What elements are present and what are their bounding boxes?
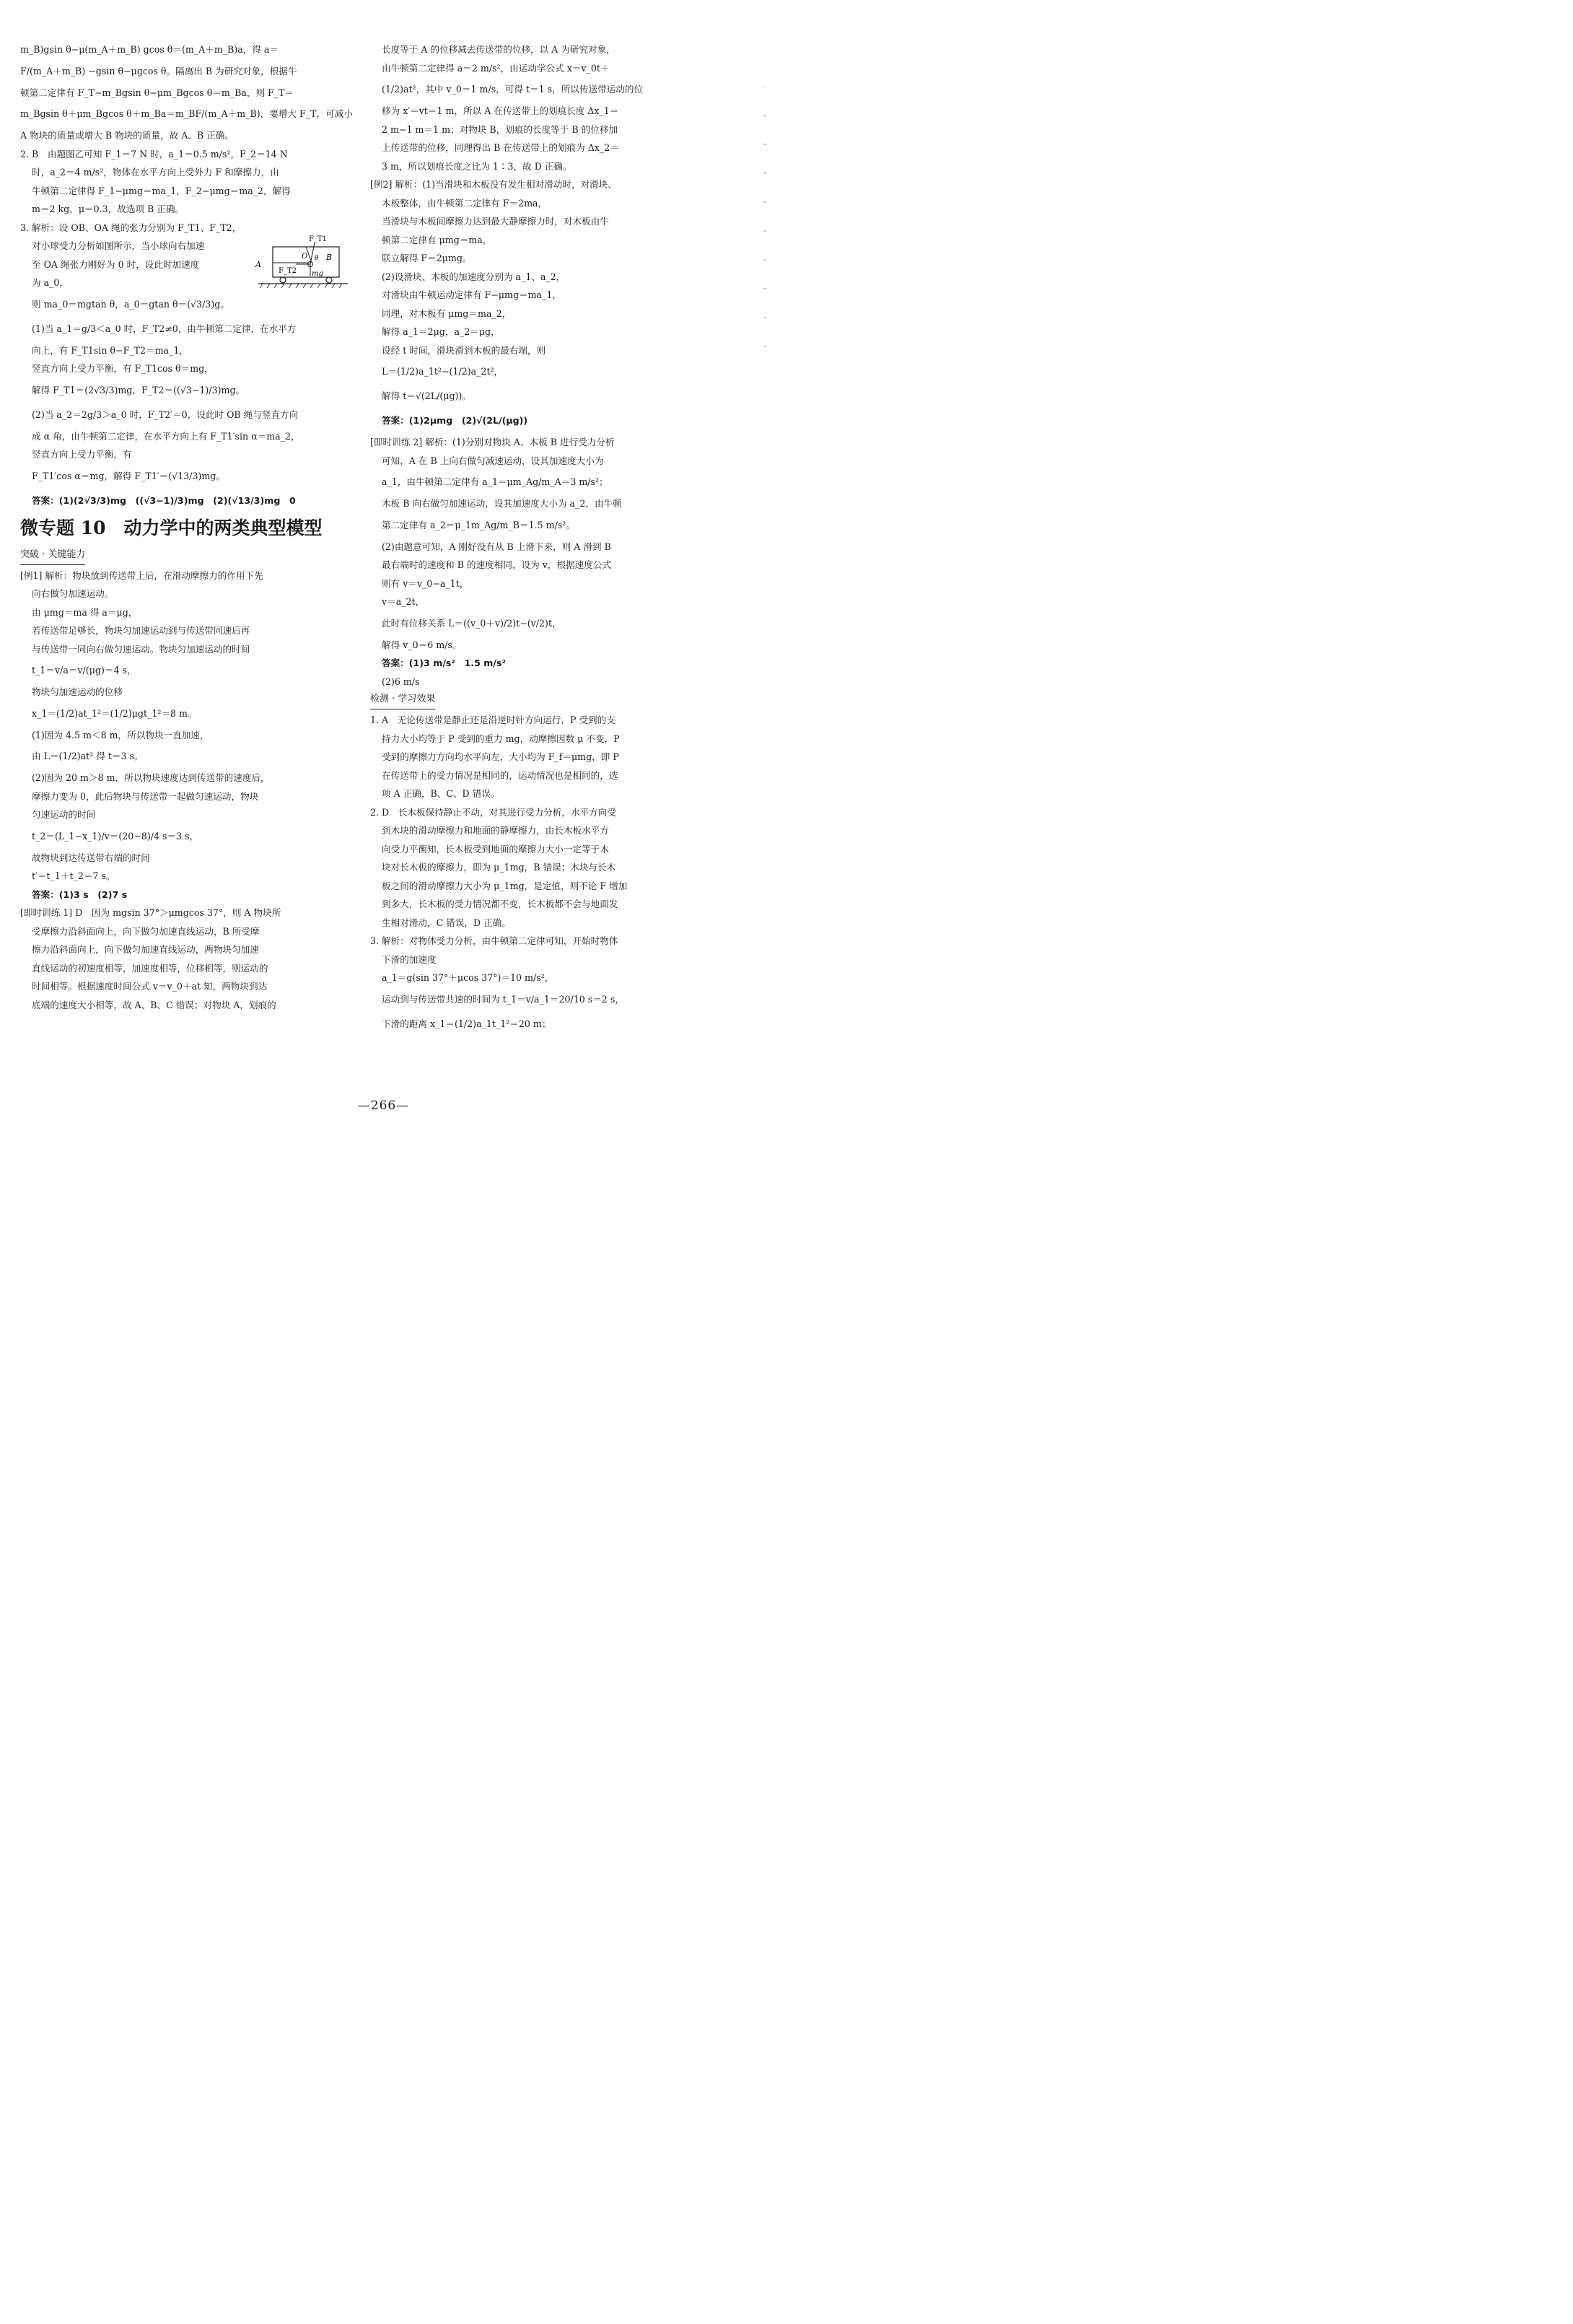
text-line: m_Bgsin θ＋μm_Bgcos θ＋m_Ba＝m_BF/(m_A＋m_B)，要增大 F_T，可减小 xyxy=(20,108,353,119)
label-a: A xyxy=(255,260,261,269)
text-line: 向上，有 F_T1sin θ−F_T2＝ma_1， xyxy=(32,344,188,356)
text-line: 由 μmg＝ma 得 a＝μg， xyxy=(32,606,138,618)
text-line: 持力大小均等于 P 受到的重力 mg，动摩擦因数 μ 不变，P xyxy=(382,733,620,744)
text-line: 最右端时的速度和 B 的速度相同，设为 v，根据速度公式 xyxy=(382,559,612,570)
text-line: 生相对滑动，C 错误，D 正确。 xyxy=(382,917,511,928)
text-line: 到木块的滑动摩擦力和地面的静摩擦力，由长木板水平方 xyxy=(382,825,609,836)
text-line: 当滑块与木板间摩擦力达到最大静摩擦力时，对木板由牛 xyxy=(382,216,609,227)
text-line: 对小球受力分析如图所示，当小球向右加速 xyxy=(32,240,205,251)
text-line: (2)6 m/s xyxy=(382,676,420,687)
text-line: 时，a_2＝4 m/s²，物体在水平方向上受外力 F 和摩擦力，由 xyxy=(32,167,279,178)
cart-wheel-left xyxy=(280,277,286,283)
text-line: (2)因为 20 m＞8 m，所以物块速度达到传送带的速度后， xyxy=(32,772,270,783)
section-tag: 检测 · 学习效果 xyxy=(370,691,435,709)
text-line: 由 L＝(1/2)at² 得 t＝3 s。 xyxy=(32,751,144,761)
text-line: 解得 F_T1＝(2√3/3)mg，F_T2＝((√3−1)/3)mg。 xyxy=(32,384,245,396)
example-1-title: [例1] 解析：物块放到传送带上后，在滑动摩擦力的作用下先 xyxy=(20,569,263,581)
text-line: t′＝t_1＋t_2＝7 s。 xyxy=(32,870,115,881)
answer-item-3: 3. 解析：设 OB、OA 绳的张力分别为 F_T1、F_T2， xyxy=(20,222,242,233)
force-diagram-figure xyxy=(254,232,352,292)
text-line: 第二定律有 a_2＝μ_1m_Ag/m_B＝1.5 m/s²。 xyxy=(382,519,575,530)
text-line: 向受力平衡知，长木板受到地面的摩擦力大小一定等于木 xyxy=(382,843,609,855)
text-line: 摩擦力变为 0，此后物块与传送带一起做匀速运动，物块 xyxy=(32,790,259,802)
ground-hatching xyxy=(260,284,342,288)
text-line: 顿第二定律有 F_T−m_Bgsin θ−μm_Bgcos θ＝m_Ba，则 F_T＝ xyxy=(20,87,294,98)
label-o: O xyxy=(302,253,308,261)
text-line: 故物块到达传送带右端的时间 xyxy=(32,852,150,863)
text-line: 木板整体，由牛顿第二定律有 F＝2ma， xyxy=(382,197,548,209)
text-line: m_B)gsin θ−μ(m_A＋m_B) gcos θ＝(m_A＋m_B)a，得 a＝ xyxy=(20,44,279,55)
practice-2-title: [即时训练 2] 解析：(1)分别对物块 A、木板 B 进行受力分析 xyxy=(370,437,615,447)
text-line: 运动到与传送带共速的时间为 t_1＝v/a_1＝20/10 s＝2 s， xyxy=(382,993,624,1005)
text-line: x_1＝(1/2)at_1²＝(1/2)μgt_1²＝8 m。 xyxy=(32,707,197,719)
text-line: 竖直方向上受力平衡，有 F_T1cos θ＝mg， xyxy=(32,363,214,374)
text-line: 为 a_0， xyxy=(32,277,69,288)
text-line: 块对长木板的摩擦力，即为 μ_1mg，B 错误；木块与长木 xyxy=(382,862,616,873)
text-line: 至 OA 绳张力刚好为 0 时，设此时加速度 xyxy=(32,258,200,270)
text-line: t_2＝(L_1−x_1)/v＝(20−8)/4 s＝3 s， xyxy=(32,830,199,842)
text-line: 联立解得 F＝2μmg。 xyxy=(382,253,472,263)
answer-line: 答案：(1)3 m/s² 1.5 m/s² xyxy=(382,658,506,668)
text-line: 擦力沿斜面向上，向下做匀加速直线运动，两物块匀加速 xyxy=(32,944,259,955)
text-line: (1)因为 4.5 m＜8 m，所以物块一直加速， xyxy=(32,729,209,741)
text-line: a_1，由牛顿第二定律有 a_1＝μm_Ag/m_A＝3 m/s²； xyxy=(382,476,608,487)
text-line: 对滑块由牛顿运动定律有 F−μmg＝ma_1， xyxy=(382,289,561,300)
text-line: (2)设滑块、木板的加速度分别为 a_1、a_2， xyxy=(382,271,566,282)
text-line: t_1＝v/a＝v/(μg)＝4 s， xyxy=(32,665,136,676)
text-line: 与传送带一同向右做匀速运动。物块匀加速运动的时间 xyxy=(32,643,250,655)
text-line: 项 A 正确，B、C、D 错误。 xyxy=(382,788,500,799)
text-line: 牛顿第二定律得 F_1−μmg＝ma_1，F_2−μmg＝ma_2，解得 xyxy=(32,185,291,196)
label-ft2: F_T2 xyxy=(279,267,297,275)
text-line: v＝a_2t， xyxy=(382,596,425,607)
text-line: 物块匀加速运动的位移 xyxy=(32,686,123,697)
label-theta: θ xyxy=(315,255,319,262)
text-line: 若传送带足够长，物块匀加速运动到与传送带同速后再 xyxy=(32,625,250,636)
text-line: 移为 x′＝vt＝1 m，所以 A 在传送带上的划痕长度 Δx_1＝ xyxy=(382,105,619,116)
text-line: 3 m，所以划痕长度之比为 1∶3，故 D 正确。 xyxy=(382,160,572,172)
text-line: 在传送带上的受力情况是相同的，运动情况也是相同的，选 xyxy=(382,769,618,781)
text-line: 则 ma_0＝mgtan θ，a_0＝gtan θ＝(√3/3)g。 xyxy=(32,298,229,310)
text-line: 向右做匀加速运动。 xyxy=(32,588,114,599)
text-line: 直线运动的初速度相等，加速度相等，位移相等，则运动的 xyxy=(32,962,268,974)
answer-item-2: 2. D 长木板保持静止不动，对其进行受力分析，水平方向受 xyxy=(370,806,616,818)
text-line: 成 α 角，由牛顿第二定律，在水平方向上有 F_T1′sin α＝ma_2， xyxy=(32,430,300,442)
answer-line: 答案：(1)3 s (2)7 s xyxy=(32,888,128,900)
text-line: (2)由题意可知，A 刚好没有从 B 上滑下来，则 A 滑到 B xyxy=(382,541,611,552)
answer-item-2: 2. B 由题图乙可知 F_1＝7 N 时，a_1＝0.5 m/s²，F_2＝14 N xyxy=(20,148,288,160)
text-line: m＝2 kg，μ＝0.3，故选项 B 正确。 xyxy=(32,204,185,214)
text-line: 木板 B 向右做匀加速运动，设其加速度大小为 a_2，由牛顿 xyxy=(382,498,622,509)
text-line: (1)当 a_1＝g/3＜a_0 时，F_T2≠0，由牛顿第二定律，在水平方 xyxy=(32,323,297,334)
page-number: —266— xyxy=(357,1098,410,1113)
example-2-title: [例2] 解析：(1)当滑块和木板没有发生相对滑动时，对滑块、 xyxy=(370,179,617,190)
text-line: 板之间的滑动摩擦力大小为 μ_1mg，是定值，则不论 F 增加 xyxy=(382,880,628,891)
section-heading: 微专题 10 动力学中的两类典型模型 xyxy=(20,517,323,538)
text-line: 顿第二定律有 μmg＝ma， xyxy=(382,234,492,245)
text-line: a_1＝g(sin 37°＋μcos 37°)＝10 m/s²， xyxy=(382,972,554,983)
text-line: 同理，对木板有 μmg＝ma_2， xyxy=(382,307,512,319)
text-line: 长度等于 A 的位移减去传送带的位移，以 A 为研究对象， xyxy=(382,44,615,55)
text-line: 设经 t 时间，滑块滑到木板的最右端，则 xyxy=(382,344,546,356)
label-b: B xyxy=(326,253,333,262)
text-line: 上传送带的位移，同理得出 B 在传送带上的划痕为 Δx_2＝ xyxy=(382,142,619,153)
practice-1-title: [即时训练 1] D 因为 mgsin 37°＞μmgcos 37°，则 A 物块所 xyxy=(20,907,281,918)
answer-line: 答案：(1)(2√3/3)mg ((√3−1)/3)mg (2)(√13/3)mg 0 xyxy=(32,494,296,506)
text-line: (2)当 a_2＝2g/3＞a_0 时，F_T2′＝0，设此时 OB 绳与竖直方向 xyxy=(32,409,299,420)
answer-item-3: 3. 解析：对物体受力分析，由牛顿第二定律可知，开始时物体 xyxy=(370,935,618,946)
section-tag: 突破 · 关键能力 xyxy=(20,547,85,565)
text-line: 此时有位移关系 L＝((v_0＋v)/2)t−(v/2)t， xyxy=(382,617,561,629)
text-line: 匀速运动的时间 xyxy=(32,809,96,820)
text-line: L＝(1/2)a_1t²−(1/2)a_2t²， xyxy=(382,366,504,377)
text-line: 解得 t＝√(2L/(μg))。 xyxy=(382,390,471,401)
text-line: A 物块的质量或增大 B 物块的质量，故 A、B 正确。 xyxy=(20,130,234,141)
label-mg: mg xyxy=(312,270,323,278)
right-column xyxy=(370,40,709,1036)
text-line: 受到的摩擦力方向均水平向左，大小均为 F_f＝μmg，即 P xyxy=(382,751,619,762)
text-line: 下滑的距离 x_1＝(1/2)a_1t_1²＝20 m； xyxy=(382,1018,551,1029)
cart-wheel-right xyxy=(326,277,332,283)
answer-item-1: 1. A 无论传送带是静止还是沿逆时针方向运行，P 受到的支 xyxy=(370,715,615,725)
text-line: 下滑的加速度 xyxy=(382,953,437,965)
text-line: 受摩擦力沿斜面向上，向下做匀加速直线运动，B 所受摩 xyxy=(32,925,260,937)
label-ft1: F_T1 xyxy=(309,235,327,243)
text-line: 2 m−1 m＝1 m；对物块 B，划痕的长度等于 B 的位移加 xyxy=(382,123,618,135)
text-line: 解得 a_1＝2μg，a_2＝μg， xyxy=(382,326,500,337)
text-line: 到多大，长木板的受力情况都不变，长木板都不会与地面发 xyxy=(382,899,618,909)
text-line: 解得 v_0＝6 m/s。 xyxy=(382,639,462,650)
text-line: F_T1′cos α＝mg，解得 F_T1′＝(√13/3)mg。 xyxy=(32,470,225,481)
text-line: 则有 v＝v_0−a_1t， xyxy=(382,577,469,589)
text-line: 时间相等。根据速度时间公式 v＝v_0＋at 知，两物块到达 xyxy=(32,981,268,992)
left-column xyxy=(20,40,355,1014)
text-line: 竖直方向上受力平衡，有 xyxy=(32,449,132,460)
page-edge-marks xyxy=(763,87,767,1025)
text-line: (1/2)at²，其中 v_0＝1 m/s，可得 t＝1 s，所以传送带运动的位 xyxy=(382,84,644,95)
answer-line: 答案：(1)2μmg (2)√(2L/(μg)) xyxy=(382,415,528,426)
text-line: 可知，A 在 B 上向右做匀减速运动，设其加速度大小为 xyxy=(382,455,604,466)
text-line: 由牛顿第二定律得 a＝2 m/s²，由运动学公式 x＝v_0t＋ xyxy=(382,62,610,74)
text-line: 底端的速度大小相等，故 A、B、C 错误；对物块 A，划痕的 xyxy=(32,999,276,1010)
text-line: F/(m_A＋m_B) −gsin θ−μgcos θ。隔离出 B 为研究对象，根据牛 xyxy=(20,65,297,77)
